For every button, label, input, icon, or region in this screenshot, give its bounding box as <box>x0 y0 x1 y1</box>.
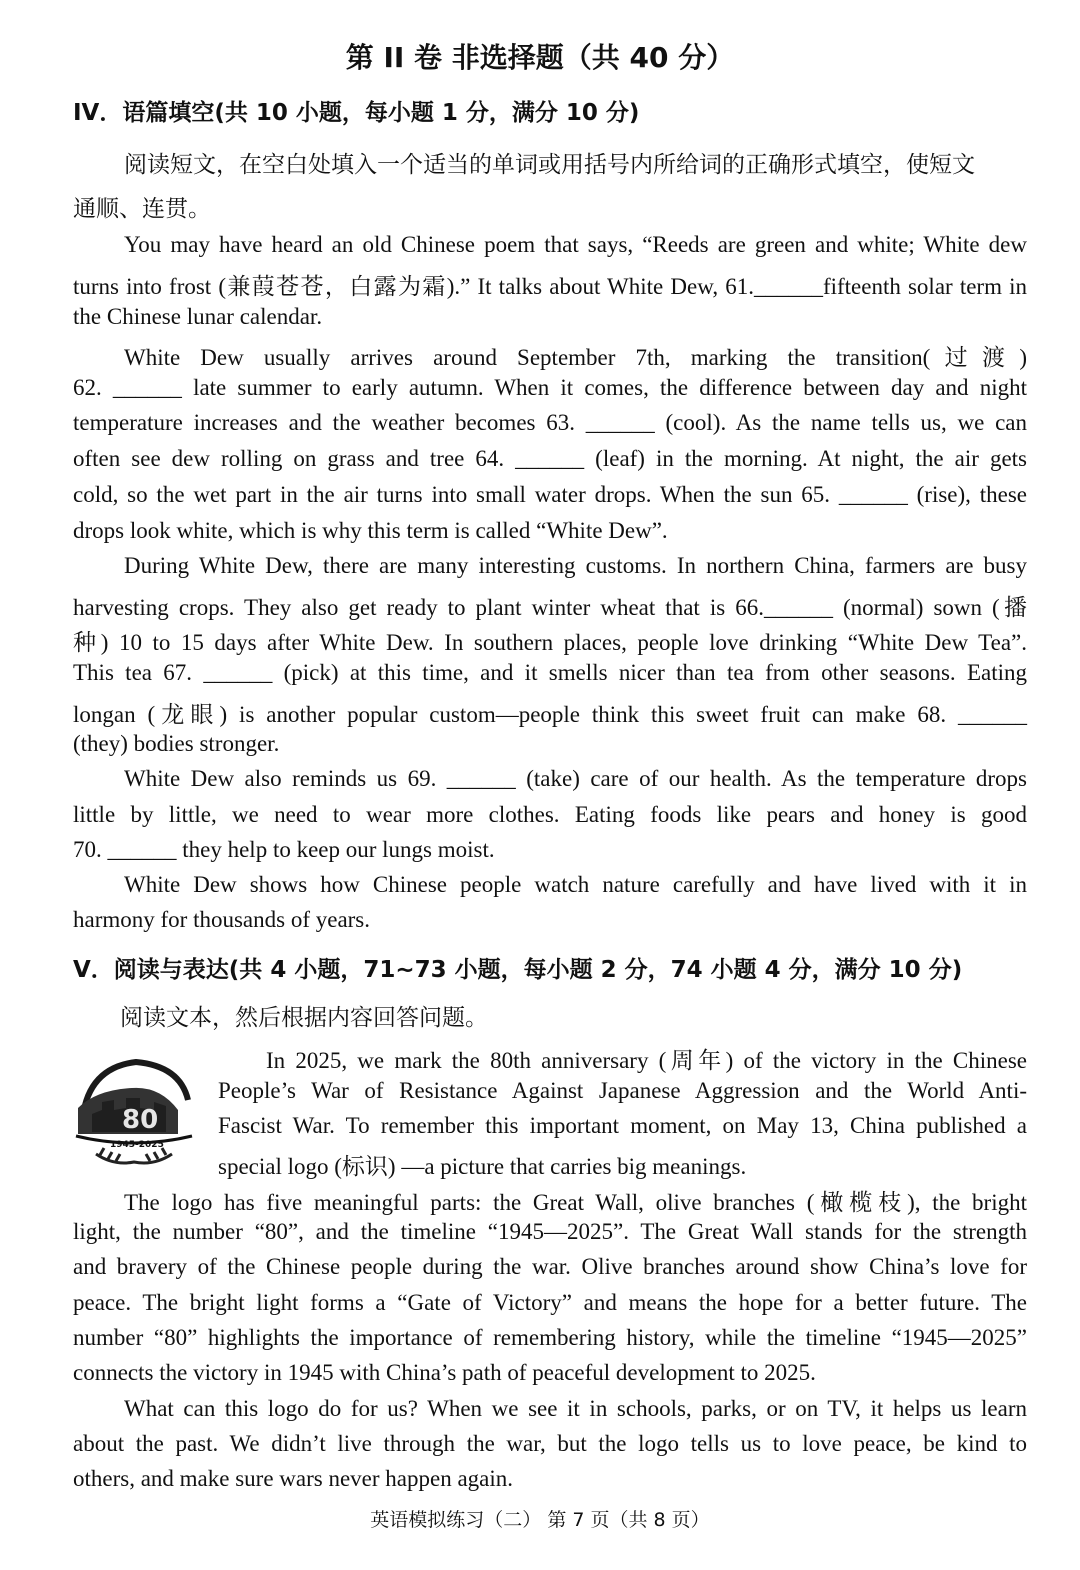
passage-line: number “80” highlights the importance of remembering history, while the timeline “1945—2025” <box>73 1325 1027 1350</box>
page-title: 第 II 卷 非选择题（共 40 分） <box>345 41 735 74</box>
passage-line: connects the victory in 1945 with China’s path of peaceful development to 2025. <box>73 1360 816 1385</box>
passage-line: During White Dew, there are many interesting customs. In northern China, farmers are busy <box>124 553 1027 578</box>
passage-line: others, and make sure wars never happen again. <box>73 1466 514 1491</box>
section-v-heading: V．阅读与表达(共 4 小题，71~73 小题，每小题 2 分，74 小题 4 分，满分 10 分) <box>73 957 963 983</box>
logo-timeline: 1945-2025 <box>110 1140 164 1150</box>
passage-line: White Dew also reminds us 69. ______ (take) care of our health. As the temperature drops <box>124 766 1027 791</box>
logo-passage-line: Fascist War. To remember this important moment, on May 13, China published a <box>218 1113 1027 1138</box>
passage-line: You may have heard an old Chinese poem that says, “Reeds are green and white; White dew <box>124 232 1027 257</box>
commemorative-logo-icon <box>74 1054 194 1169</box>
passage-line: (they) bodies stronger. <box>73 731 280 756</box>
passage-line: often see dew rolling on grass and tree 64. ______ (leaf) in the morning. At night, the air gets <box>73 446 1027 471</box>
passage-line: the Chinese lunar calendar. <box>73 304 323 329</box>
passage-line: 62. ______ late summer to early autumn. When it comes, the difference between day and night <box>73 375 1027 400</box>
passage-line: light, the number “80”, and the timeline “1945—2025”. The Great Wall stands for the strength <box>73 1219 1027 1244</box>
passage-line: harvesting crops. They also get ready to plant winter wheat that is 66.______ (normal) sown (播 <box>73 595 1027 620</box>
section-v-instruction: 阅读文本，然后根据内容回答问题。 <box>120 1005 488 1031</box>
logo-passage-line: People’s War of Resistance Against Japanese Aggression and the World Anti- <box>218 1078 1027 1103</box>
passage-line: temperature increases and the weather becomes 63. ______ (cool). As the name tells us, we can <box>73 410 1027 435</box>
passage-line: longan (龙眼) is another popular custom—people think this sweet fruit can make 68. ______ <box>73 702 1027 727</box>
passage-line: What can this logo do for us? When we see it in schools, parks, or on TV, it helps us learn <box>124 1396 1027 1421</box>
passage-line: drops look white, which is why this term is called “White Dew”. <box>73 518 668 543</box>
logo-passage-line: In 2025, we mark the 80th anniversary (周年) of the victory in the Chinese <box>266 1048 1027 1073</box>
passage-line: peace. The bright light forms a “Gate of Victory” and means the hope for a better future. The <box>73 1290 1027 1315</box>
passage-line: White Dew shows how Chinese people watch nature carefully and have lived with it in <box>124 872 1027 897</box>
passage-line: little by little, we need to wear more clothes. Eating foods like pears and honey is good <box>73 802 1027 827</box>
page-footer: 英语模拟练习（二） 第 7 页（共 8 页） <box>370 1509 710 1531</box>
passage-line: 种) 10 to 15 days after White Dew. In southern places, people love drinking “White Dew Tea”. <box>73 630 1027 655</box>
section-iv-heading: IV．语篇填空(共 10 小题，每小题 1 分，满分 10 分) <box>73 100 640 126</box>
passage-line: turns into frost (兼葭苍苍，白露为霜).” It talks about White Dew, 61.______fifteenth solar term in <box>73 274 1027 299</box>
passage-line: This tea 67. ______ (pick) at this time, and it smells nicer than tea from other seasons. Eating <box>73 660 1027 685</box>
section-iv-instruction-line: 通顺、连贯。 <box>73 196 211 222</box>
passage-line: The logo has five meaningful parts: the Great Wall, olive branches (橄榄枝), the bright <box>124 1190 1027 1215</box>
logo-passage-line: special logo (标识) —a picture that carries big meanings. <box>218 1154 747 1179</box>
passage-line: White Dew usually arrives around September 7th, marking the transition(过渡) <box>124 345 1027 370</box>
passage-line: about the past. We didn’t live through the war, but the logo tells us to love peace, be kind to <box>73 1431 1027 1456</box>
passage-line: harmony for thousands of years. <box>73 907 371 932</box>
section-iv-instruction-line: 阅读短文，在空白处填入一个适当的单词或用括号内所给词的正确形式填空，使短文 <box>124 152 975 178</box>
passage-line: and bravery of the Chinese people during the war. Olive branches around show China’s love for <box>73 1254 1027 1279</box>
passage-line: 70. ______ they help to keep our lungs moist. <box>73 837 495 862</box>
passage-line: cold, so the wet part in the air turns into small water drops. When the sun 65. ______ (rise), these <box>73 482 1027 507</box>
logo-number: 80 <box>122 1105 159 1135</box>
